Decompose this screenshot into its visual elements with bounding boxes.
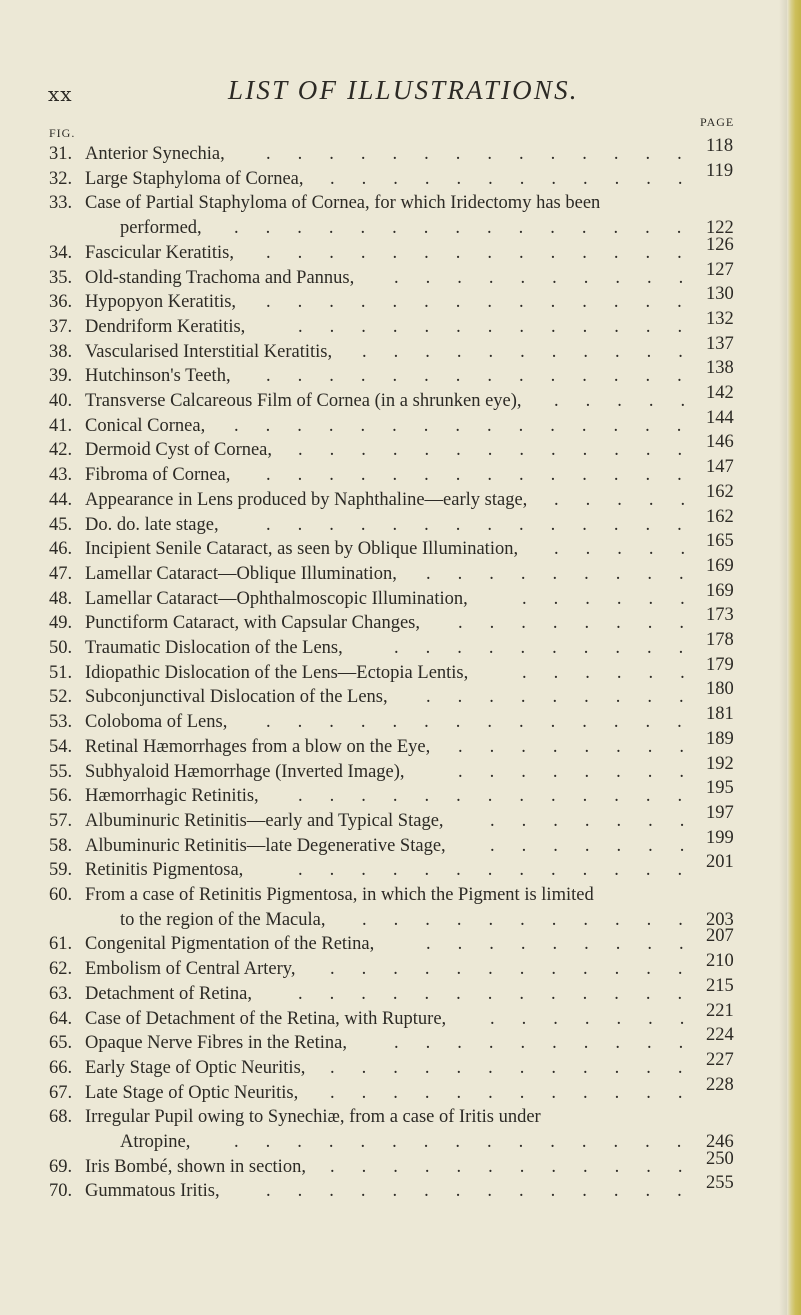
page-reference: 130 — [706, 284, 734, 305]
running-header — [0, 72, 801, 112]
page-reference: 199 — [706, 827, 734, 848]
figure-number: 33. — [49, 193, 73, 214]
page-reference: 178 — [706, 630, 734, 650]
figure-caption: Late Stage of Optic Neuritis, — [85, 1082, 299, 1103]
leader-dots: .......... — [394, 1033, 711, 1054]
leader-dots: .............. — [266, 514, 709, 535]
figure-caption: Old-standing Trachoma and Pannus, — [85, 267, 355, 288]
list-item — [0, 1148, 790, 1180]
figure-caption: performed, — [120, 218, 202, 239]
leader-dots: .......... — [394, 638, 711, 658]
figure-number: 39. — [49, 366, 73, 387]
list-item — [0, 883, 790, 908]
figure-caption: Subconjunctival Dislocation of the Lens, — [85, 687, 388, 708]
figure-number: 46. — [49, 539, 73, 560]
page-reference: 201 — [706, 852, 734, 873]
list-item — [0, 951, 790, 982]
page-reference: 126 — [706, 234, 734, 255]
figure-caption: Atropine, — [120, 1132, 191, 1152]
page-reference: 246 — [706, 1132, 734, 1152]
figure-caption: Retinal Hæmorrhages from a blow on the Eye, — [85, 736, 431, 757]
figure-caption: Detachment of Retina, — [85, 983, 252, 1004]
figure-number: 43. — [49, 465, 73, 486]
leader-dots: ....... — [490, 810, 712, 831]
leader-dots: ............ — [330, 168, 710, 189]
figure-number: 66. — [49, 1057, 73, 1078]
figure-number: 49. — [49, 613, 73, 634]
leader-dots: .............. — [266, 292, 709, 313]
list-item — [0, 506, 790, 538]
leader-dots: ............. — [298, 786, 710, 807]
list-item — [0, 284, 790, 315]
leader-dots: ...... — [522, 588, 712, 609]
figure-caption: Dendriform Keratitis, — [85, 316, 246, 337]
leader-dots: .............. — [266, 242, 709, 263]
figure-number: 44. — [49, 489, 73, 510]
list-item — [0, 654, 790, 686]
figure-caption: Traumatic Dislocation of the Lens, — [85, 638, 343, 658]
page-reference: 250 — [706, 1148, 734, 1169]
page-reference: 210 — [706, 951, 734, 972]
leader-dots: ............ — [330, 959, 710, 980]
list-item — [0, 457, 790, 488]
leader-dots: ..... — [554, 489, 713, 510]
page-reference: 203 — [706, 909, 734, 930]
page-reference: 173 — [706, 605, 734, 626]
page-reference: 144 — [706, 407, 734, 428]
page-reference: 195 — [706, 778, 734, 799]
leader-dots: ......... — [426, 934, 711, 955]
page-reference: 162 — [706, 481, 734, 502]
figure-caption: Idiopathic Dislocation of the Lens—Ectopia Lentis, — [85, 662, 469, 683]
leader-dots: .............. — [266, 712, 709, 733]
leader-dots: ............. — [298, 983, 710, 1004]
figure-number: 63. — [49, 983, 73, 1004]
figure-number: 59. — [49, 860, 73, 881]
leader-dots: .............. — [266, 366, 709, 387]
page-reference: 228 — [706, 1074, 734, 1095]
figure-number: 70. — [49, 1181, 73, 1202]
figure-number: 45. — [49, 514, 73, 535]
leader-dots: .............. — [266, 144, 709, 164]
figure-number: 58. — [49, 835, 73, 856]
figure-number: 36. — [49, 292, 73, 313]
page-reference: 122 — [706, 218, 734, 239]
fig-column-label: FIG. — [49, 126, 76, 140]
figure-number: 40. — [49, 391, 73, 411]
leader-dots: ........ — [458, 736, 711, 757]
list-item — [0, 704, 790, 735]
leader-dots: ............... — [234, 1132, 709, 1152]
figure-caption: Anterior Synechia, — [85, 144, 225, 164]
figure-number: 60. — [49, 885, 73, 905]
figure-caption: Subhyaloid Hæmorrhage (Inverted Image), — [85, 761, 405, 782]
list-item — [0, 160, 790, 192]
page-column-label: PAGE — [700, 115, 735, 129]
leader-dots: ............. — [298, 860, 710, 881]
list-item — [0, 753, 790, 785]
leader-dots: ............... — [234, 218, 709, 239]
list-item — [0, 926, 790, 957]
figure-caption: Lamellar Cataract—Ophthalmoscopic Illumination, — [85, 588, 468, 609]
figure-number: 53. — [49, 712, 73, 733]
list-item — [0, 259, 790, 291]
figure-caption: Lamellar Cataract—Oblique Illumination, — [85, 563, 397, 584]
list-item — [0, 679, 790, 710]
list-item — [0, 1173, 790, 1204]
leader-dots: ............. — [298, 440, 710, 461]
page-reference: 179 — [706, 654, 734, 675]
figure-number: 37. — [49, 316, 73, 337]
figure-caption: Case of Detachment of the Retina, with Rupture, — [85, 1008, 447, 1029]
list-item — [0, 580, 790, 612]
page-reference: 197 — [706, 802, 734, 823]
figure-number: 57. — [49, 810, 73, 831]
list-item — [0, 531, 790, 562]
list-item — [0, 1130, 790, 1155]
page-reference: 138 — [706, 358, 734, 379]
page-reference: 162 — [706, 506, 734, 527]
page-reference: 207 — [706, 926, 734, 947]
list-item — [0, 481, 790, 513]
page-number: xx — [48, 82, 73, 106]
list-item — [0, 136, 790, 167]
figure-number: 56. — [49, 786, 73, 807]
figure-caption: Hypopyon Keratitis, — [85, 292, 237, 313]
figure-number: 62. — [49, 959, 73, 980]
list-item — [0, 234, 790, 266]
leader-dots: ..... — [554, 539, 713, 560]
list-item — [0, 852, 790, 883]
figure-number: 67. — [49, 1082, 73, 1103]
list-item — [0, 630, 790, 661]
page-reference: 215 — [706, 975, 734, 996]
page-reference: 227 — [706, 1049, 734, 1070]
leader-dots: ............ — [330, 1057, 710, 1078]
figure-caption: Congenital Pigmentation of the Retina, — [85, 934, 375, 955]
leader-dots: .............. — [266, 465, 709, 486]
leader-dots: ............ — [330, 1156, 710, 1177]
list-item — [0, 728, 790, 760]
figure-number: 32. — [49, 168, 73, 189]
figure-number: 47. — [49, 563, 73, 584]
figure-number: 65. — [49, 1033, 73, 1054]
list-item — [0, 827, 790, 859]
figure-number: 68. — [49, 1107, 73, 1128]
leader-dots: ..... — [554, 391, 713, 411]
figure-caption: Punctiform Cataract, with Capsular Changes, — [85, 613, 420, 634]
figure-caption: Hæmorrhagic Retinitis, — [85, 786, 259, 807]
leader-dots: ............ — [330, 1082, 710, 1103]
figure-caption: Dermoid Cyst of Cornea, — [85, 440, 273, 461]
figure-caption: Do. do. late stage, — [85, 514, 219, 535]
figure-caption: Incipient Senile Cataract, as seen by Oblique Illumination, — [85, 539, 519, 560]
figure-caption: Opaque Nerve Fibres in the Retina, — [85, 1033, 348, 1054]
list-item — [0, 191, 790, 216]
figure-caption: Retinitis Pigmentosa, — [85, 860, 244, 881]
page-reference: 118 — [706, 136, 734, 156]
leader-dots: ......... — [426, 563, 711, 584]
figure-number: 61. — [49, 934, 73, 955]
figure-caption: Case of Partial Staphyloma of Cornea, for which Iridectomy has been — [85, 193, 601, 214]
page-reference: 169 — [706, 555, 734, 576]
figure-caption: Gummatous Iritis, — [85, 1181, 220, 1202]
figure-caption: From a case of Retinitis Pigmentosa, in which the Pigment is limited — [85, 885, 594, 905]
figure-caption: Hutchinson's Teeth, — [85, 366, 231, 387]
figure-caption: Coloboma of Lens, — [85, 712, 228, 733]
leader-dots: ......... — [426, 687, 711, 708]
figure-number: 48. — [49, 588, 73, 609]
figure-number: 41. — [49, 415, 73, 436]
leader-dots: ........ — [458, 613, 711, 634]
figure-number: 55. — [49, 761, 73, 782]
page-reference: 132 — [706, 308, 734, 329]
figure-number: 54. — [49, 736, 73, 757]
page-reference: 169 — [706, 580, 734, 601]
figure-number: 51. — [49, 662, 73, 683]
leader-dots: ............... — [234, 415, 709, 436]
figure-caption: Early Stage of Optic Neuritis, — [85, 1057, 306, 1078]
page-reference: 189 — [706, 728, 734, 749]
page-reference: 180 — [706, 679, 734, 700]
figure-caption: Large Staphyloma of Cornea, — [85, 168, 304, 189]
page-title: LIST OF ILLUSTRATIONS. — [228, 75, 579, 105]
leader-dots: ....... — [490, 835, 712, 856]
page-reference: 146 — [706, 432, 734, 453]
page-reference: 119 — [706, 160, 734, 181]
page-reference: 142 — [706, 383, 734, 403]
list-item — [0, 432, 790, 463]
list-item — [0, 216, 790, 241]
figure-number: 31. — [49, 144, 73, 164]
list-item — [0, 975, 790, 1007]
list-item — [0, 1105, 790, 1130]
list-item — [0, 308, 790, 340]
list-item — [0, 908, 790, 933]
page-reference: 221 — [706, 1000, 734, 1021]
figure-number: 35. — [49, 267, 73, 288]
list-item — [0, 333, 790, 365]
leader-dots: ........ — [458, 761, 711, 782]
page-reference: 255 — [706, 1173, 734, 1194]
figure-number: 52. — [49, 687, 73, 708]
figure-number: 69. — [49, 1156, 73, 1177]
list-item — [0, 1000, 790, 1032]
list-item — [0, 802, 790, 834]
figure-caption: Albuminuric Retinitis—early and Typical Stage, — [85, 810, 444, 831]
leader-dots: .......... — [394, 267, 711, 288]
figure-caption: Iris Bombé, shown in section, — [85, 1156, 306, 1177]
figure-caption: Irregular Pupil owing to Synechiæ, from a case of Iritis under — [85, 1107, 541, 1128]
leader-dots: .............. — [266, 1181, 709, 1202]
list-item — [0, 383, 790, 414]
list-item — [0, 358, 790, 389]
figure-number: 64. — [49, 1008, 73, 1029]
page-reference: 192 — [706, 753, 734, 774]
list-item — [0, 555, 790, 587]
list-item — [0, 407, 790, 439]
list-item — [0, 605, 790, 636]
leader-dots: ....... — [490, 1008, 712, 1029]
page-reference: 127 — [706, 259, 734, 280]
leader-dots: ........... — [362, 341, 710, 362]
list-item — [0, 1049, 790, 1081]
list-item — [0, 778, 790, 809]
leader-dots: ............. — [298, 316, 710, 337]
figure-caption: Conical Cornea, — [85, 415, 206, 436]
leader-dots: ...... — [522, 662, 712, 683]
leader-dots: ........... — [362, 909, 710, 930]
figure-caption: Vascularised Interstitial Keratitis, — [85, 341, 333, 362]
figure-caption: Fibroma of Cornea, — [85, 465, 231, 486]
figure-caption: Fascicular Keratitis, — [85, 242, 234, 263]
page-reference: 224 — [706, 1025, 734, 1046]
figure-number: 38. — [49, 341, 73, 362]
list-item — [0, 1025, 790, 1056]
figure-number: 34. — [49, 242, 73, 263]
figure-caption: Transverse Calcareous Film of Cornea (in a shrunken eye), — [85, 391, 522, 411]
figure-caption: to the region of the Macula, — [120, 909, 326, 930]
figure-number: 42. — [49, 440, 73, 461]
list-item — [0, 1074, 790, 1106]
page-reference: 165 — [706, 531, 734, 552]
page-reference: 137 — [706, 333, 734, 354]
page-reference: 147 — [706, 457, 734, 478]
figure-caption: Albuminuric Retinitis—late Degenerative Stage, — [85, 835, 446, 856]
figure-caption: Appearance in Lens produced by Naphthaline—early stage, — [85, 489, 528, 510]
page-reference: 181 — [706, 704, 734, 725]
figure-number: 50. — [49, 638, 73, 658]
figure-caption: Embolism of Central Artery, — [85, 959, 296, 980]
